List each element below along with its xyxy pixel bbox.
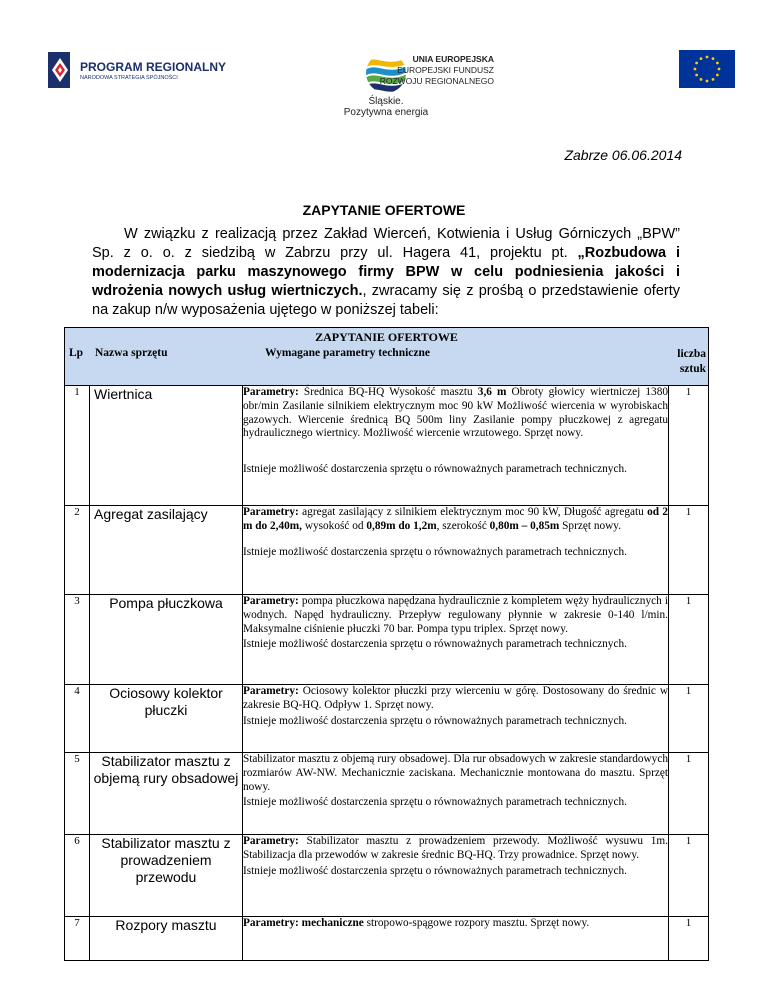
row-name: Rozpory masztu <box>90 917 243 961</box>
intro-text-1: W związku z realizacją przez Zakład Wierceń, Kotwienia i Usług Górniczych „BPW” Sp. z o. o. z siedzibą w Zabrzu przy ul. Hagera 41, projektu pt. <box>92 226 680 261</box>
equipment-table <box>64 327 709 961</box>
row-lp: 7 <box>65 917 90 961</box>
row-name: Stabilizator masztu z prowadzeniem przewodu <box>90 835 243 917</box>
row-lp: 2 <box>65 506 90 595</box>
program-regionalny-mark-icon <box>46 50 72 90</box>
row-qty: 1 <box>669 595 709 685</box>
eu-text-line2: EUROPEJSKI FUNDUSZ <box>397 65 494 75</box>
row-params: Stabilizator masztu z objemą rury obsadowej. Dla rur obsadowych w zakresie standardowych rozmiarów AW-NW. Mechanicznie zaciskana. Mechanicznie montowana do masztu. Sprzęt nowy. Istnieje możliwość dostarczenia sprzętu o równoważnych parametrach technicznych. <box>243 753 669 835</box>
table-row <box>65 386 709 506</box>
row-qty: 1 <box>669 386 709 506</box>
eu-flag-icon <box>679 50 735 88</box>
document-date: Zabrze 06.06.2014 <box>564 147 682 163</box>
row-params: Parametry: Stabilizator masztu z prowadzeniem przewody. Możliwość wysuwu 1m. Stabilizacja dla przewodów w zakresie średnic BQ-HQ. Trzy prowadnice. Sprzęt nowy. Istnieje możliwość dostarczenia sprzętu o równoważnych parametrach technicznych. <box>243 835 669 917</box>
intro-paragraph <box>92 225 680 320</box>
eu-text-line3: ROZWOJU REGIONALNEGO <box>379 76 494 86</box>
eu-text <box>344 54 494 87</box>
row-name: Wiertnica <box>90 386 243 506</box>
row-lp: 4 <box>65 685 90 753</box>
row-params: Parametry: Średnica BQ-HQ Wysokość masztu 3,6 m Obroty głowicy wiertniczej 1380 obr/min Zasilanie silnikiem elektrycznym moc 90 kW Możliwość wiercenia w wyrobiskach gazowych. Wiercenie średnicą BQ 500m liny Zasilanie pompy płuczkowej z agregatu hydraulicznego wiertnicy. Możliwość wiercenie wrzutowego. Sprzęt nowy. Istnieje możliwość dostarczenia sprzętu o równoważnych parametrach technicznych. <box>243 386 669 506</box>
document-title: ZAPYTANIE OFERTOWE <box>302 202 466 218</box>
table-row <box>65 506 709 595</box>
table-title: ZAPYTANIE OFERTOWE <box>315 330 458 344</box>
row-qty: 1 <box>669 835 709 917</box>
row-name: Pompa płuczkowa <box>90 595 243 685</box>
table-row <box>65 917 709 961</box>
row-lp: 5 <box>65 753 90 835</box>
col-lp: Lp <box>69 347 84 359</box>
col-params: Wymagane parametry techniczne <box>265 347 431 359</box>
slaskie-name: Śląskie. <box>368 96 404 107</box>
table-row <box>65 753 709 835</box>
intro-project-title: „Rozbudowa i modernizacja parku maszynowego firmy BPW w celu podniesienia jakości i wdrożenia nowych usług wiertniczych. <box>92 245 680 299</box>
row-lp: 3 <box>65 595 90 685</box>
program-regionalny-title: PROGRAM REGIONALNY <box>80 60 227 74</box>
row-params: Parametry: mechaniczne stropowo-spągowe rozpory masztu. Sprzęt nowy. <box>243 917 669 961</box>
table-header <box>65 328 709 386</box>
row-qty: 1 <box>669 753 709 835</box>
row-name: Agregat zasilający <box>90 506 243 595</box>
row-name: Ociosowy kolektor płuczki <box>90 685 243 753</box>
intro-text-2: , zwracamy się z prośbą o przedstawienie oferty na zakup n/w wyposażenia ujętego w poniższej tabeli: <box>92 283 680 318</box>
slaskie-slogan: Pozytywna energia <box>343 107 429 118</box>
col-name: Nazwa sprzętu <box>95 347 168 359</box>
table-row <box>65 685 709 753</box>
table-row <box>65 835 709 917</box>
header-logos <box>0 40 768 118</box>
row-qty: 1 <box>669 506 709 595</box>
row-qty: 1 <box>669 685 709 753</box>
row-qty: 1 <box>669 917 709 961</box>
row-params: Parametry: pompa płuczkowa napędzana hydraulicznie z kompletem węży hydraulicznych i wodnych. Napęd hydrauliczny. Przepływ regulowany płynnie w zakresie 0-140 l/min. Maksymalne ciśnienie płuczki 70 bar. Pompa typu triplex. Sprzęt nowy. Istnieje możliwość dostarczenia sprzętu o równoważnych parametrach technicznych. <box>243 595 669 685</box>
col-qty: liczba sztuk <box>677 348 707 375</box>
row-params: Parametry: Ociosowy kolektor płuczki przy wierceniu w górę. Dostosowany do średnic w zakresie BQ-HQ. Odpływ 1. Sprzęt nowy. Istnieje możliwość dostarczenia sprzętu o równoważnych parametrach technicznych. <box>243 685 669 753</box>
row-lp: 6 <box>65 835 90 917</box>
eu-text-line1: UNIA EUROPEJSKA <box>412 54 494 64</box>
program-regionalny-subtitle: NARODOWA STRATEGIA SPÓJNOŚCI <box>80 75 178 81</box>
row-lp: 1 <box>65 386 90 506</box>
table-row <box>65 595 709 685</box>
row-params: Parametry: agregat zasilający z silnikiem elektrycznym moc 90 kW, Długość agregatu od 2 m do 2,40m, wysokość od 0,89m do 1,2m, szerokość 0,80m – 0,85m Sprzęt nowy. Istnieje możliwość dostarczenia sprzętu o równoważnych parametrach technicznych. <box>243 506 669 595</box>
row-name: Stabilizator masztu z objemą rury obsadowej <box>90 753 243 835</box>
